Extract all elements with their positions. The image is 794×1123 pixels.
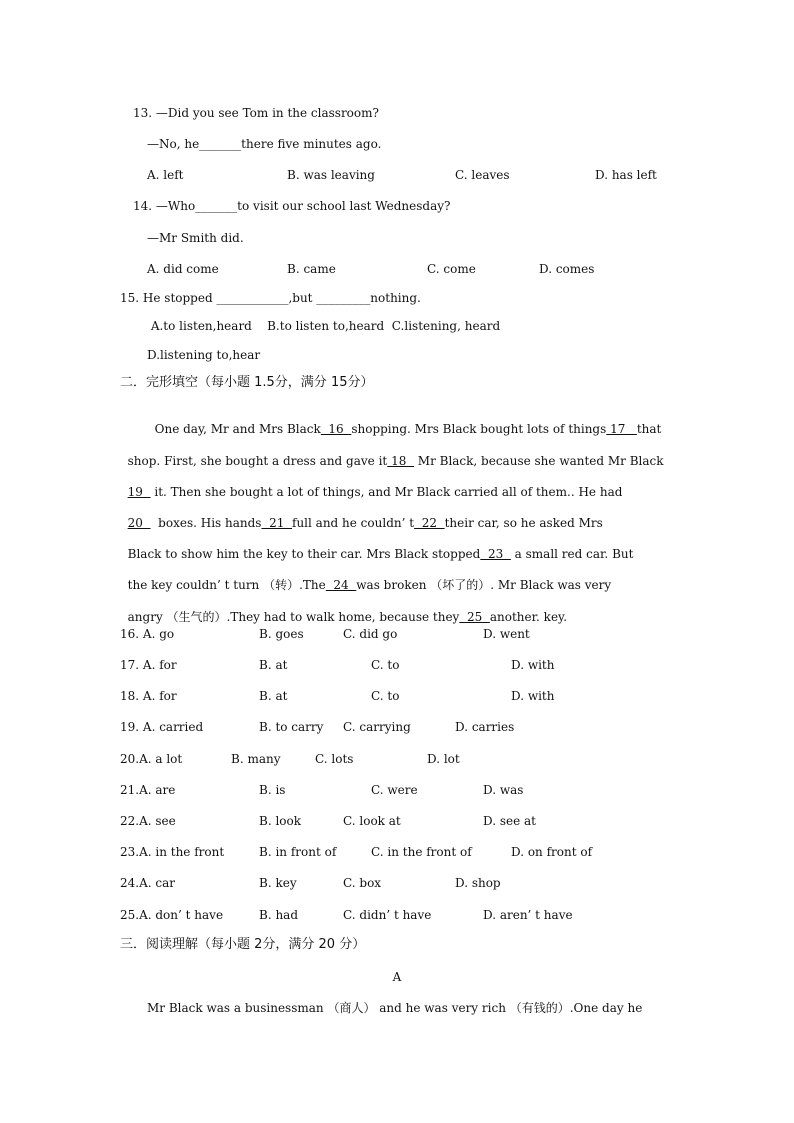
passage-line-4 bbox=[120, 502, 603, 530]
choice-16-b: B. goes bbox=[259, 627, 304, 641]
passage-text: full and he couldn’ t bbox=[292, 516, 415, 530]
q13-question: 13. —Did you see Tom in the classroom? bbox=[133, 106, 379, 120]
passage-text: that bbox=[636, 422, 662, 436]
q13-answer: —No, he_______there five minutes ago. bbox=[147, 137, 382, 151]
blank-25: 25 bbox=[459, 610, 490, 624]
choice-25-a: 25.A. don’ t have bbox=[120, 908, 224, 922]
blank-22: 22 bbox=[414, 516, 445, 530]
choice-23-a: 23.A. in the front bbox=[120, 845, 225, 859]
choice-17-a: 17. A. for bbox=[120, 658, 177, 672]
choice-16-a: 16. A. go bbox=[120, 627, 175, 641]
choice-23-c: C. in the front of bbox=[371, 845, 472, 859]
passage-line-6 bbox=[120, 564, 611, 592]
blank-18: 18 bbox=[387, 454, 414, 468]
choice-24-c: C. box bbox=[343, 876, 382, 890]
passage-text: their car, so he asked Mrs bbox=[444, 516, 603, 530]
choice-22-d: D. see at bbox=[483, 814, 536, 828]
choice-20-a: 20.A. a lot bbox=[120, 752, 183, 766]
choice-17-d: D. with bbox=[511, 658, 555, 672]
choice-24-a: 24.A. car bbox=[120, 876, 175, 890]
passage-text: shop. First, she bought a dress and gave it bbox=[127, 454, 388, 468]
choice-22-a: 22.A. see bbox=[120, 814, 176, 828]
blank-16: 16 bbox=[320, 422, 352, 436]
choice-25-b: B. had bbox=[259, 908, 299, 922]
passage-line-5 bbox=[120, 533, 633, 561]
section3-first-line: Mr Black was a businessman （商人） and he was very rich （有钱的）.One day he bbox=[147, 1001, 643, 1015]
blank-21: 21 bbox=[261, 516, 292, 530]
choice-18-c: C. to bbox=[371, 689, 400, 703]
choice-20-c: C. lots bbox=[315, 752, 354, 766]
choice-17-c: C. to bbox=[371, 658, 400, 672]
q13-option-b: B. was leaving bbox=[287, 168, 375, 182]
q14-answer: —Mr Smith did. bbox=[147, 231, 244, 245]
passage-line-2 bbox=[120, 440, 664, 468]
choice-21-a: 21.A. are bbox=[120, 783, 176, 797]
section3-part-label: A bbox=[392, 970, 402, 984]
choice-20-d: D. lot bbox=[427, 752, 460, 766]
choice-19-d: D. carries bbox=[455, 720, 515, 734]
choice-19-c: C. carrying bbox=[343, 720, 411, 734]
choice-22-b: B. look bbox=[259, 814, 302, 828]
blank-20: 20 bbox=[127, 516, 151, 530]
q14-question: 14. —Who_______to visit our school last Wednesday? bbox=[133, 199, 451, 213]
q13-option-a: A. left bbox=[147, 168, 184, 182]
passage-text: it. Then she bought a lot of things, and Mr Black carried all of them.. He had bbox=[150, 485, 623, 499]
q13-option-d: D. has left bbox=[595, 168, 657, 182]
passage-line-1 bbox=[147, 408, 661, 436]
choice-19-b: B. to carry bbox=[259, 720, 324, 734]
q14-option-d: D. comes bbox=[539, 262, 595, 276]
section3-heading: 三．阅读理解（每小题 2分，满分 20 分） bbox=[120, 937, 366, 952]
q14-option-c: C. come bbox=[427, 262, 476, 276]
q15-question: 15. He stopped ____________,but _________nothing. bbox=[120, 291, 421, 305]
choice-19-a: 19. A. carried bbox=[120, 720, 204, 734]
choice-24-d: D. shop bbox=[455, 876, 501, 890]
choice-25-c: C. didn’ t have bbox=[343, 908, 432, 922]
q15-options-line1: A.to listen,heard B.to listen to,heard C.listening, heard bbox=[147, 319, 501, 333]
q15-options-line2: D.listening to,hear bbox=[147, 348, 261, 362]
passage-text: boxes. His hands bbox=[150, 516, 262, 530]
choice-17-b: B. at bbox=[259, 658, 288, 672]
passage-text: the key couldn’ t turn （转）.The bbox=[127, 578, 326, 592]
choice-16-d: D. went bbox=[483, 627, 530, 641]
choice-25-d: D. aren’ t have bbox=[483, 908, 573, 922]
blank-24: 24 bbox=[325, 578, 357, 592]
passage-text: shopping. Mrs Black bought lots of things bbox=[351, 422, 607, 436]
blank-19: 19 bbox=[127, 485, 151, 499]
passage-line-7 bbox=[120, 596, 567, 624]
passage-line-3 bbox=[120, 471, 622, 499]
choice-16-c: C. did go bbox=[343, 627, 398, 641]
q14-option-a: A. did come bbox=[147, 262, 219, 276]
q13-option-c: C. leaves bbox=[455, 168, 510, 182]
choice-18-d: D. with bbox=[511, 689, 555, 703]
choice-22-c: C. look at bbox=[343, 814, 401, 828]
choice-24-b: B. key bbox=[259, 876, 297, 890]
passage-text: another. key. bbox=[489, 610, 568, 624]
choice-23-b: B. in front of bbox=[259, 845, 337, 859]
choice-18-a: 18. A. for bbox=[120, 689, 177, 703]
q14-option-b: B. came bbox=[287, 262, 336, 276]
choice-20-b: B. many bbox=[231, 752, 281, 766]
choice-21-b: B. is bbox=[259, 783, 286, 797]
choice-21-c: C. were bbox=[371, 783, 418, 797]
choice-23-d: D. on front of bbox=[511, 845, 593, 859]
choice-18-b: B. at bbox=[259, 689, 288, 703]
passage-text: angry （生气的）.They had to walk home, because they bbox=[127, 610, 460, 624]
blank-23: 23 bbox=[480, 547, 511, 561]
choice-21-d: D. was bbox=[483, 783, 524, 797]
blank-17: 17 bbox=[606, 422, 637, 436]
passage-text: Black to show him the key to their car. Mrs Black stopped bbox=[127, 547, 481, 561]
passage-text: Mr Black, because she wanted Mr Black bbox=[413, 454, 664, 468]
passage-text: a small red car. But bbox=[510, 547, 634, 561]
passage-text: was broken （坏了的）. Mr Black was very bbox=[356, 578, 612, 592]
passage-text: One day, Mr and Mrs Black bbox=[154, 422, 321, 436]
section2-heading: 二．完形填空（每小题 1.5分，满分 15分） bbox=[120, 375, 374, 390]
